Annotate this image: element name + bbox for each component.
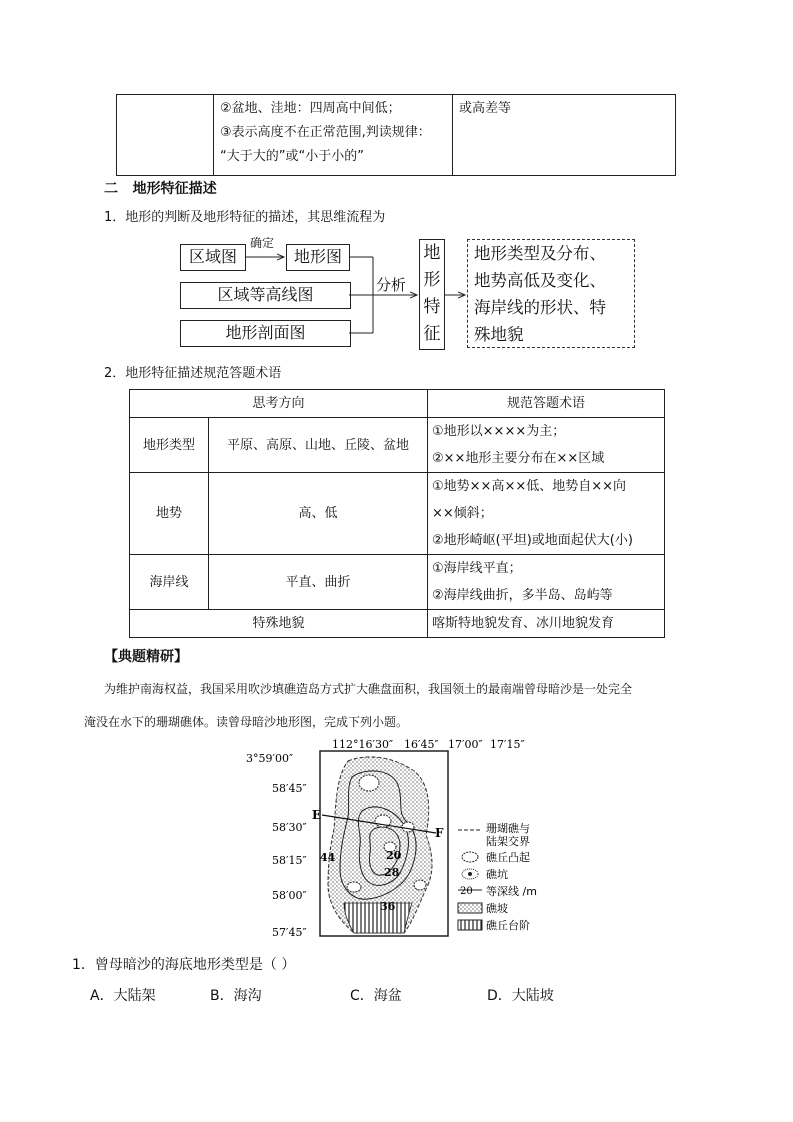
feature-char-3: 特	[423, 297, 441, 317]
term-line: ①地势××高××低、地势自××向	[432, 479, 627, 494]
depth-44: 44	[320, 851, 336, 864]
left-label-4: 58′15″	[272, 854, 307, 867]
top-label-3: 17′00″	[448, 738, 483, 751]
row-special-left: 特殊地貌	[130, 610, 428, 638]
row-cat: 地势	[130, 473, 209, 555]
table1-right-text: 或高差等	[459, 101, 512, 116]
term-line: ①海岸线平直；	[432, 561, 522, 576]
option-d[interactable]: D．大陆坡	[487, 988, 554, 1004]
example-heading: 【典题精研】	[104, 649, 188, 665]
row-terms	[428, 473, 665, 555]
left-label-5: 58′00″	[272, 889, 307, 902]
question-stem: 1．曾母暗沙的海底地形类型是（ ）	[72, 957, 296, 973]
flow-box-profile: 地形剖面图	[180, 320, 351, 347]
flow-label-analyze: 分析	[376, 276, 407, 294]
result-line-3: 海岸线的形状、特	[474, 298, 606, 317]
table1-line-2: ③表示高度不在正常范围,判读规律：	[220, 125, 431, 140]
feature-char-4: 征	[423, 324, 441, 344]
legend-boundary-2: 陆架交界	[486, 835, 530, 848]
term-line: ①地形以××××为主；	[432, 424, 566, 439]
example-para-2: 淹没在水下的珊瑚礁体。读曾母暗沙地形图，完成下列小题。	[84, 715, 409, 729]
left-label-3: 58′30″	[272, 821, 307, 834]
header-terms: 规范答题术语	[428, 390, 665, 418]
legend-pit: 礁坑	[486, 868, 508, 881]
table1-line-3: “大于大的”或“小于小的”	[220, 149, 364, 164]
table1-line-1: ②盆地、洼地：四周高中间低；	[220, 101, 401, 116]
feature-char-2: 形	[423, 270, 441, 290]
term-line: ②地形崎岖(平坦)或地面起伏大(小)	[432, 533, 633, 548]
top-label-4: 17′15″	[490, 738, 525, 751]
example-para-1: 为维护南海权益，我国采用吹沙填礁造岛方式扩大礁盘面积，我国领土的最南端曾母暗沙是一处完全	[104, 682, 633, 696]
row-cat: 海岸线	[130, 555, 209, 610]
depth-20: 20	[386, 849, 402, 862]
flow-connectors	[0, 0, 793, 400]
depth-28: 28	[384, 866, 400, 879]
option-b[interactable]: B．海沟	[210, 988, 262, 1004]
row-terms	[428, 555, 665, 610]
section-heading: 二 地形特征描述	[104, 181, 217, 197]
left-label-6: 57′45″	[272, 926, 307, 939]
point-f: F	[435, 826, 444, 840]
flow-box-terrain: 地形图	[286, 244, 350, 271]
result-line-2: 地势高低及变化、	[474, 271, 606, 290]
answer-terms-table	[129, 389, 665, 638]
row-dir: 平直、曲折	[209, 555, 428, 610]
flow-box-region: 区域图	[180, 244, 246, 271]
header-direction: 思考方向	[130, 390, 428, 418]
legend-isobath: 等深线 /m	[486, 885, 537, 898]
legend-knoll: 礁丘凸起	[486, 851, 530, 864]
result-line-1: 地形类型及分布、	[474, 244, 606, 263]
term-line: ××倾斜；	[432, 506, 493, 521]
row-cat: 地形类型	[130, 418, 209, 473]
row-dir: 平原、高原、山地、丘陵、盆地	[209, 418, 428, 473]
legend-terrace: 礁丘台阶	[486, 919, 530, 932]
top-label-2: 16′45″	[404, 738, 439, 751]
result-line-4: 殊地貌	[474, 325, 524, 344]
row-special-right: 喀斯特地貌发育、冰川地貌发育	[428, 610, 665, 638]
left-label-1: 3°59′00″	[246, 752, 294, 765]
map-legend	[456, 820, 576, 940]
flow-label-confirm: 确定	[250, 236, 275, 250]
legend-contour-sample: 20	[460, 886, 473, 897]
row-dir: 高、低	[209, 473, 428, 555]
item-1-text: 1．地形的判断及地形特征的描述，其思维流程为	[104, 210, 386, 225]
feature-char-1: 地	[423, 243, 441, 263]
option-a[interactable]: A．大陆架	[90, 988, 156, 1004]
legend-boundary-1: 珊瑚礁与	[486, 822, 530, 835]
top-label-1: 112°16′30″	[332, 738, 394, 751]
point-e: E	[312, 808, 322, 822]
depth-36: 36	[380, 900, 396, 913]
term-line: ②海岸线曲折，多半岛、岛屿等	[432, 588, 613, 603]
item-2-text: 2．地形特征描述规范答题术语	[104, 366, 282, 381]
option-c[interactable]: C．海盆	[350, 988, 402, 1004]
row-terms	[428, 418, 665, 473]
legend-slope: 礁坡	[486, 902, 508, 915]
flow-box-contour: 区域等高线图	[180, 282, 351, 309]
left-label-2: 58′45″	[272, 782, 307, 795]
term-line: ②××地形主要分布在××区域	[432, 451, 605, 466]
